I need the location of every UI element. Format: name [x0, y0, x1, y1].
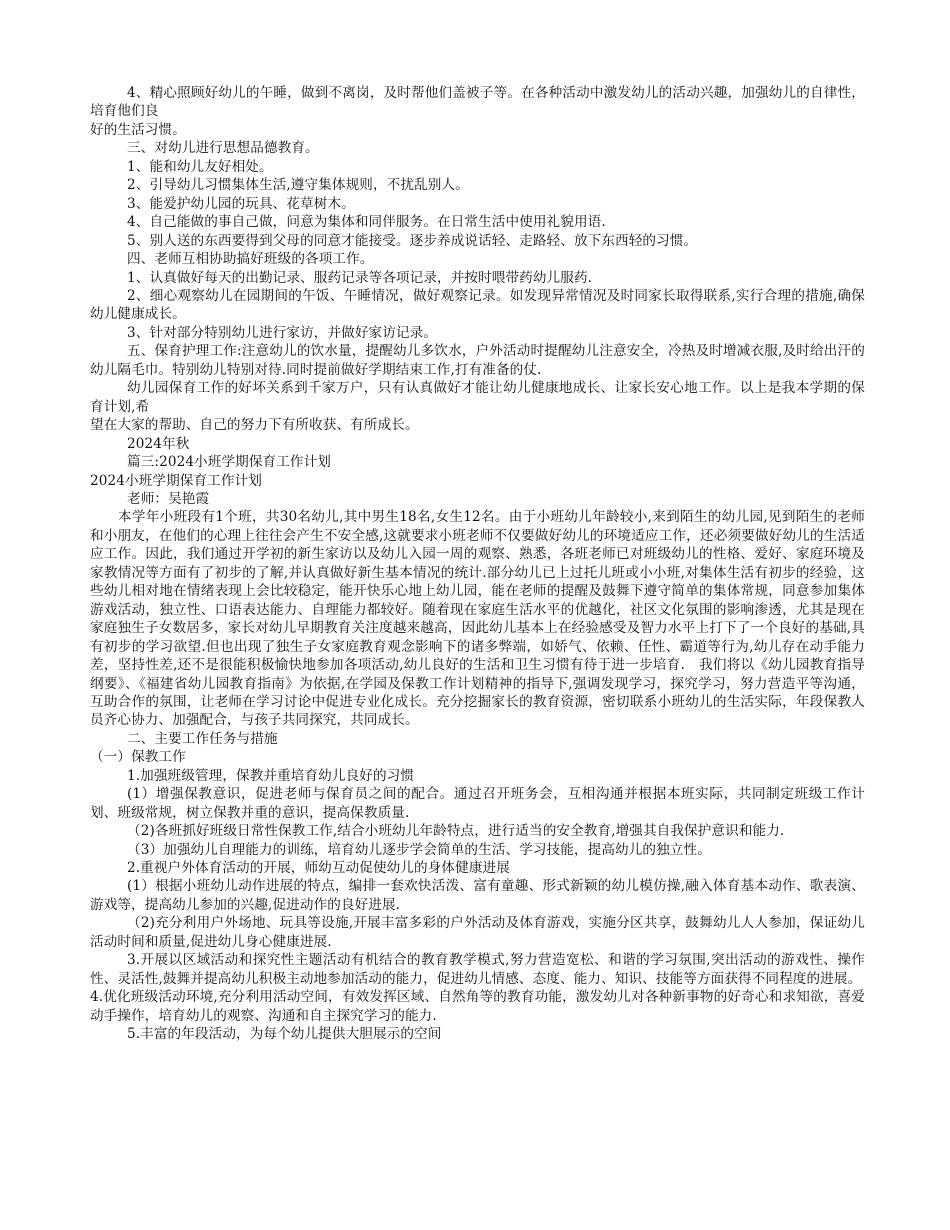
paragraph: 2024年秋 — [127, 435, 190, 452]
paragraph: 4、精心照顾好幼儿的午睡，做到不离岗，及时帮他们盖被子等。在各种活动中激发幼儿的活动兴趣，加强幼儿的自律性，培育他们良 — [90, 85, 865, 120]
paragraph: 2、引导幼儿习惯集体生活,遵守集体规则，不扰乱别人。 — [127, 177, 469, 194]
paragraph: 本学年小班段有1个班，共30名幼儿,其中男生18名,女生12名。由于小班幼儿年龄较小,来到陌生的幼儿园,见到陌生的老师和小朋友，在他们的心理上往往会产生不安全感,这就要求小班老师不仅要做好幼儿的环境适应工作，还必须要做好幼儿的生活适应工作。因此，我们通过开学初的新生家访以及幼儿入园一周的观察、熟悉，各班老师已对班级幼儿的性格、爱好、家庭环境及家教情况等方面有了初步的了解,并认真做好新生基本情况的统计.部分幼儿已上过托儿班或小小班,对集体生活有初步的经验，这些幼儿相对地在情绪表现上会比较稳定，能开快乐心地上幼儿园，能在老师的提醒及鼓舞下遵守简单的集体常规，同意参加集体游戏活动，独立性、口语表达能力、自理能力都较好。随着现在家庭生活水平的优越化，社区文化氛围的影响渗透，尤其是现在家庭独生子女数居多，家长对幼儿早期教育关注度越来越高，因此幼儿基本上在经验感受及智力水平上打下了一个良好的基础,具有初步的学习欲望.但也出现了独生子女家庭教育观念影响下的诸多弊端，如娇气、依赖、任性、霸道等行为,幼儿存在动手能力差，坚持性差,还不是很能积极愉快地参加各项活动,幼儿良好的生活和卫生习惯有待于进一步培育. 我们将以《幼儿园教育指导纲要》、《福建省幼儿园教育指南》为依据,在学园及保教工作计划精神的指导下,强调发现学习，探究学习，努力营造平等沟通，互助合作的氛围，让老师在学习讨论中促进专业化成长。充分挖掘家长的教育资源，密切联系小班幼儿的生活实际，年段保教人员齐心协力、加强配合，与孩子共同探究，共同成长。 — [90, 509, 865, 729]
paragraph: 五、保育护理工作:注意幼儿的饮水量，提醒幼儿多饮水，户外活动时提醒幼儿注意安全，冷热及时增减衣服,及时给出汗的幼儿隔毛巾。特别幼儿特别对待.同时提前做好学期结束工作,打有准备的仗. — [90, 343, 865, 378]
paragraph: (1）根据小班幼儿动作进展的特点，编排一套欢快活泼、富有童趣、形式新颖的幼儿模仿操,融入体育基本动作、歌表演、游戏等，提高幼儿参加的兴趣,促进动作的良好进展. — [90, 878, 865, 913]
paragraph: （2)各班抓好班级日常性保教工作,结合小班幼儿年龄特点，进行适当的安全教育,增强其自我保护意识和能力. — [127, 823, 785, 840]
paragraph: 老师：吴艳霞 — [127, 490, 210, 507]
document-page — [90, 84, 865, 1044]
paragraph: 4.优化班级活动环境,充分利用活动空间，有效发挥区域、自然角等的教育功能，激发幼儿对各种新事物的好奇心和求知欲，喜爱动手操作，培育幼儿的观察、沟通和自主探究学习的能力. — [90, 989, 865, 1024]
paragraph: 幼儿园保育工作的好坏关系到千家万户，只有认真做好才能让幼儿健康地成长、让家长安心地工作。以上是我本学期的保育计划,希 — [90, 380, 865, 415]
paragraph: 2024小班学期保育工作计划 — [90, 472, 262, 489]
paragraph: 5.丰富的年段活动，为每个幼儿提供大胆展示的空间 — [127, 1026, 442, 1043]
paragraph: (1）增强保教意识，促进老师与保育员之间的配合。通过召开班务会，互相沟通并根据本班实际，共同制定班级工作计划、班级常规，树立保教并重的意识，提高保教质量. — [90, 786, 865, 821]
paragraph: 望在大家的帮助、自己的努力下有所收获、有所成长。 — [90, 417, 419, 434]
paragraph: （3）加强幼儿自理能力的训练，培育幼儿逐步学会简单的生活、学习技能，提高幼儿的独立性。 — [127, 841, 711, 858]
paragraph: 2、细心观察幼儿在园期间的午饭、午睡情况，做好观察记录。如发现异常情况及时同家长取得联系,实行合理的措施,确保幼儿健康成长。 — [90, 287, 865, 323]
paragraph: 1.加强班级管理，保教并重培育幼儿良好的习惯 — [127, 767, 415, 784]
paragraph: 5、别人送的东西要得到父母的同意才能接受。逐步养成说话轻、走路轻、放下东西轻的习惯。 — [127, 232, 698, 249]
paragraph: 三、对幼儿进行思想品德教育。 — [127, 140, 319, 157]
paragraph: 4、自己能做的事自己做，问意为集体和同伴服务。在日常生活中使用礼貌用语. — [127, 214, 606, 231]
paragraph: （一）保教工作 — [90, 749, 186, 766]
paragraph: 1、能和幼儿友好相处。 — [127, 158, 273, 175]
paragraph: 四、老师互相协助搞好班级的各项工作。 — [127, 251, 374, 268]
paragraph: 3、能爱护幼儿园的玩具、花草树木。 — [127, 195, 355, 212]
paragraph: （2)充分利用户外场地、玩具等设施,开展丰富多彩的户外活动及体育游戏，实施分区共享，鼓舞幼儿人人参加，保证幼儿活动时间和质量,促进幼儿身心健康进展. — [90, 915, 865, 950]
paragraph: 2.重视户外体育活动的开展，师幼互动促使幼儿的身体健康进展 — [127, 860, 510, 877]
paragraph: 二、主要工作任务与措施 — [127, 730, 278, 747]
paragraph: 3、针对部分特别幼儿进行家访，并做好家访记录。 — [127, 324, 438, 341]
paragraph: 3.开展以区域活动和探究性主题活动有机结合的教育教学模式,努力营造宽松、和谐的学习氛围,突出活动的游戏性、操作性、灵活性,鼓舞并提高幼儿积极主动地参加活动的能力，促进幼儿情感、态度、能力、知识、技能等方面获得不同程度的进展。 — [90, 952, 865, 987]
paragraph: 好的生活习惯。 — [90, 121, 186, 138]
paragraph: 1、认真做好每天的出勤记录、服药记录等各项记录，并按时喂带药幼儿服药. — [127, 269, 593, 286]
paragraph: 篇三:2024小班学期保育工作计划 — [127, 454, 331, 471]
